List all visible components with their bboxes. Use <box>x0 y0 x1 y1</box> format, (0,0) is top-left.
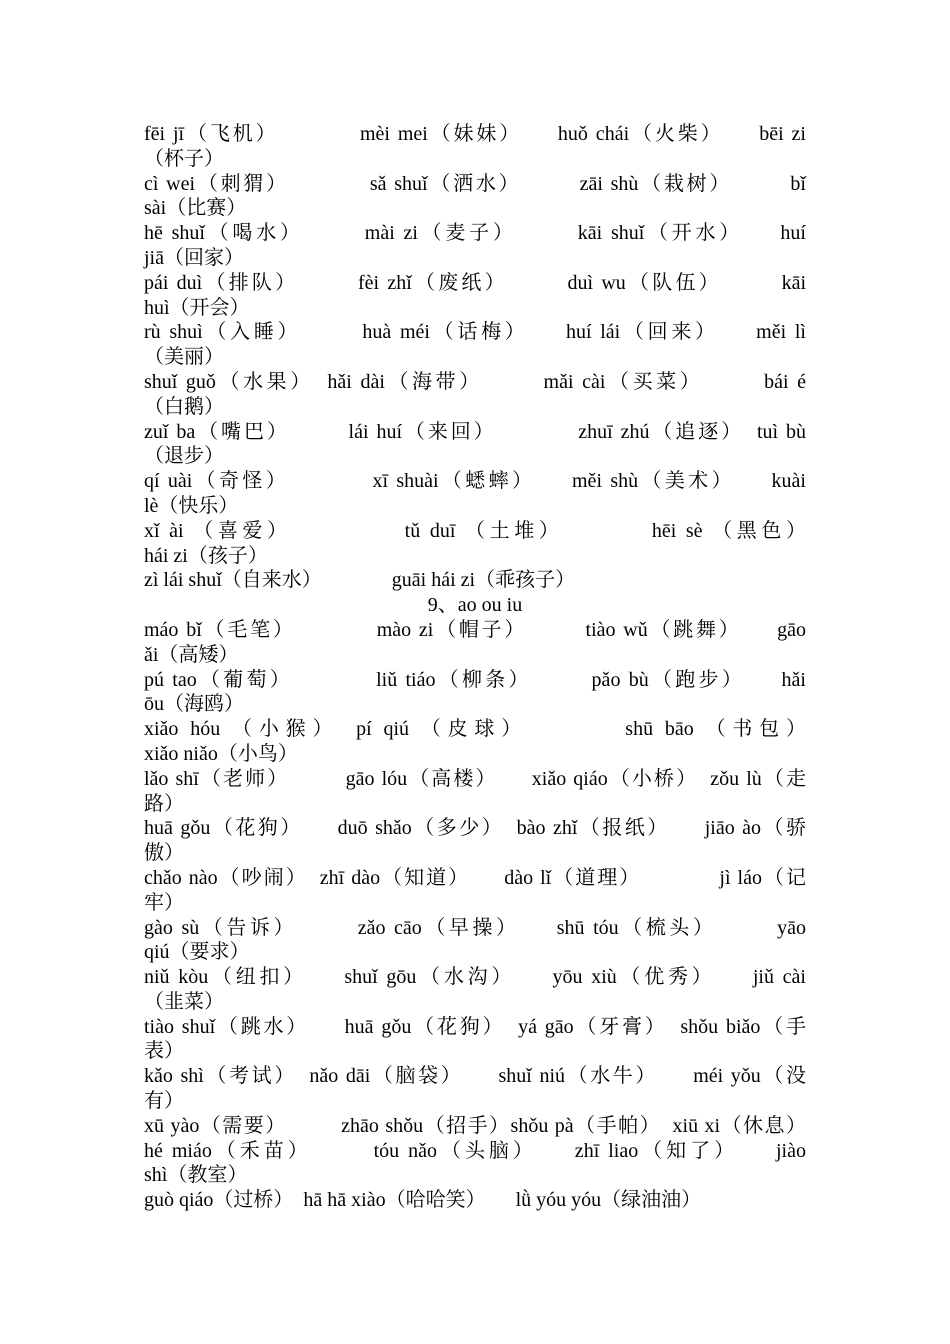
text-line: kǎo shì（考试） nǎo dāi（脑袋） shuǐ niú（水牛） méi yǒu（没 <box>144 1065 806 1088</box>
text-line: shì（教室） <box>144 1164 248 1187</box>
text-line: huì（开会） <box>144 296 250 319</box>
text-line: （杯子） <box>144 147 224 170</box>
text-line: cì wei（刺猬） sǎ shuǐ（洒水） zāi shù（栽树） bǐ <box>144 172 806 195</box>
text-line: rù shuì（入睡） huà méi（话梅） huí lái（回来） měi lì <box>144 321 806 344</box>
text-line: lè（快乐） <box>144 494 239 517</box>
text-line: chǎo nào（吵闹） zhī dào（知道） dào lǐ（道理） jì láo（记 <box>144 866 806 889</box>
text-line: pú tao（葡萄） liǔ tiáo（柳条） pǎo bù（跑步） hǎi <box>144 668 806 691</box>
text-line: hē shuǐ（喝水） mài zi（麦子） kāi shuǐ（开水） huí <box>144 222 806 245</box>
text-line: qiú（要求） <box>144 941 250 964</box>
text-line: 傲） <box>144 842 184 865</box>
text-line: sài（比赛） <box>144 197 247 220</box>
text-line: tiào shuǐ（跳水） huā gǒu（花狗） yá gāo（牙膏） shǒu biǎo（手 <box>144 1015 806 1038</box>
text-line: （白鹅） <box>144 395 224 418</box>
text-line: xū yào（需要） zhāo shǒu（招手）shǒu pà（手帕） xiū xi（休息） <box>144 1114 806 1137</box>
text-line: pái duì（排队） fèi zhǐ（废纸） duì wu（队伍） kāi <box>144 271 806 294</box>
text-line: xǐ ài （喜爱） tǔ duī （土堆） hēi sè （黑色） <box>144 519 806 542</box>
text-line: （美丽） <box>144 346 224 369</box>
text-line: zì lái shuǐ（自来水） guāi hái zi（乖孩子） <box>144 569 576 592</box>
section-heading: 9、ao ou iu <box>427 594 523 617</box>
text-line: 表） <box>144 1040 184 1063</box>
text-line: huā gǒu（花狗） duō shǎo（多少） bào zhǐ（报纸） jiāo ào（骄 <box>144 817 806 840</box>
text-line: zuǐ ba（嘴巴） lái huí（来回） zhuī zhú（追逐） tuì bù <box>144 420 806 443</box>
text-line: 有） <box>144 1090 184 1113</box>
text-line: gào sù（告诉） zǎo cāo（早操） shū tóu（梳头） yāo <box>144 916 806 939</box>
text-line: guò qiáo（过桥） hā hā xiào（哈哈笑） lǜ yóu yóu（绿油油） <box>144 1189 702 1212</box>
text-line: 牢） <box>144 891 184 914</box>
document-page <box>144 122 806 1213</box>
text-line: 路） <box>144 792 184 815</box>
text-line: （退步） <box>144 445 224 468</box>
text-line: hé miáo（禾苗） tóu nǎo（头脑） zhī liao（知了） jiào <box>144 1139 806 1162</box>
text-line: hái zi（孩子） <box>144 544 268 567</box>
text-line: niǔ kòu（纽扣） shuǐ gōu（水沟） yōu xiù（优秀） jiǔ cài <box>144 966 806 989</box>
text-line: shuǐ guǒ（水果） hǎi dài（海带） mǎi cài（买菜） bái é <box>144 370 806 393</box>
text-line: máo bǐ（毛笔） mào zi（帽子） tiào wǔ（跳舞） gāo <box>144 618 806 641</box>
text-line: ōu（海鸥） <box>144 693 244 716</box>
text-line: qí uài（奇怪） xī shuài（蟋蟀） měi shù（美术） kuài <box>144 470 806 493</box>
text-line: xiǎo niǎo（小鸟） <box>144 742 298 765</box>
text-line: fēi jī（飞机） mèi mei（妹妹） huǒ chái（火柴） bēi zi <box>144 123 806 145</box>
text-line: lǎo shī（老师） gāo lóu（高楼） xiǎo qiáo（小桥） zǒu lù（走 <box>144 767 806 790</box>
text-line: （韭菜） <box>144 990 224 1013</box>
text-line: jiā（回家） <box>144 246 244 269</box>
text-line: xiǎo hóu （小猴） pí qiú （皮球） shū bāo （书包） <box>144 718 806 741</box>
text-line: ǎi（高矮） <box>144 643 239 666</box>
